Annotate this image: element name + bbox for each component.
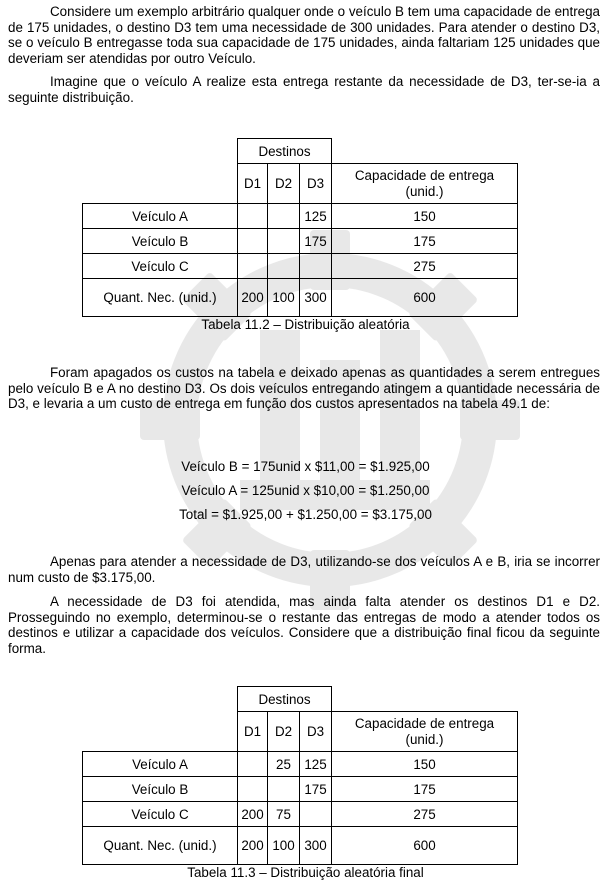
cell — [238, 777, 268, 802]
cell: 150 — [332, 204, 518, 229]
cell — [300, 802, 332, 827]
distribution-table-1 — [82, 138, 518, 317]
cell: 75 — [268, 802, 300, 827]
cell: 200 — [238, 827, 268, 865]
cell: 175 — [332, 777, 518, 802]
cell: 25 — [268, 752, 300, 777]
formula-2: Veículo A = 125unid x $10,00 = $1.250,00 — [181, 483, 430, 498]
cell: 125 — [300, 752, 332, 777]
paragraph-2: Imagine que o veículo A realize esta entrega restante da necessidade de D3, ter-se-ia a seguinte distribuição. — [8, 74, 600, 105]
destinos-header: Destinos — [238, 687, 332, 712]
paragraph-5: A necessidade de D3 foi atendida, mas ainda falta atender os destinos D1 e D2. Prosseguindo no exemplo, determinou-se o restante das entregas de modo a atender todos os destinos e utilizar a capacidade dos veículos. Considere que a distribuição final ficou da seguinte forma. — [8, 594, 600, 656]
cell: 175 — [300, 229, 332, 254]
destinos-header: Destinos — [238, 139, 332, 164]
capacity-header: Capacidade de entrega (unid.) — [332, 712, 518, 752]
row-label: Veículo C — [83, 254, 238, 279]
col-d2: D2 — [268, 164, 300, 204]
cell — [238, 254, 268, 279]
cell — [268, 254, 300, 279]
row-label: Veículo A — [83, 752, 238, 777]
col-d2: D2 — [268, 712, 300, 752]
col-d3: D3 — [300, 164, 332, 204]
row-label: Veículo B — [83, 229, 238, 254]
formula-3: Total = $1.925,00 + $1.250,00 = $3.175,00 — [179, 507, 432, 522]
row-label: Veículo B — [83, 777, 238, 802]
cell: 200 — [238, 802, 268, 827]
table-caption-2: Tabela 11.3 – Distribuição aleatória final — [187, 865, 424, 880]
formula-1: Veículo B = 175unid x $11,00 = $1.925,00 — [181, 459, 430, 474]
cell — [268, 229, 300, 254]
cell: 100 — [268, 827, 300, 865]
cell: 125 — [300, 204, 332, 229]
paragraph-4: Apenas para atender a necessidade de D3, utilizando-se dos veículos A e B, iria se incorrer num custo de $3.175,00. — [8, 554, 600, 585]
capacity-header: Capacidade de entrega (unid.) — [332, 164, 518, 204]
cell: 300 — [300, 279, 332, 317]
paragraph-3: Foram apagados os custos na tabela e deixado apenas as quantidades a serem entregues pelo veículo B e A no destino D3. Os dois veículos entregando atingem a quantidade necessária de D3, e levaria a um custo de entrega em função dos custos apresentados na tabela 49.1 de: — [8, 365, 600, 411]
cell: 200 — [238, 279, 268, 317]
col-d3: D3 — [300, 712, 332, 752]
cell: 600 — [332, 827, 518, 865]
cell — [268, 204, 300, 229]
cell — [238, 229, 268, 254]
paragraph-1: Considere um exemplo arbitrário qualquer onde o veículo B tem uma capacidade de entrega de 175 unidades, o destino D3 tem uma necessidade de 300 unidades. Para atender o destino D3, se o veículo B entregasse toda sua capacidade de 175 unidades, ainda faltariam 125 unidades que deveriam ser atendidas por outro Veículo. — [8, 4, 600, 66]
distribution-table-2 — [82, 686, 518, 865]
table-caption-1: Tabela 11.2 – Distribuição aleatória — [201, 317, 410, 332]
cell: 300 — [300, 827, 332, 865]
cell: 175 — [332, 229, 518, 254]
cell — [238, 204, 268, 229]
cell: 275 — [332, 254, 518, 279]
cell: 175 — [300, 777, 332, 802]
row-label: Quant. Nec. (unid.) — [83, 827, 238, 865]
col-d1: D1 — [238, 164, 268, 204]
cell — [238, 752, 268, 777]
col-d1: D1 — [238, 712, 268, 752]
cell: 100 — [268, 279, 300, 317]
cell — [300, 254, 332, 279]
cell: 600 — [332, 279, 518, 317]
row-label: Quant. Nec. (unid.) — [83, 279, 238, 317]
row-label: Veículo A — [83, 204, 238, 229]
cell: 150 — [332, 752, 518, 777]
row-label: Veículo C — [83, 802, 238, 827]
cell — [268, 777, 300, 802]
cell: 275 — [332, 802, 518, 827]
